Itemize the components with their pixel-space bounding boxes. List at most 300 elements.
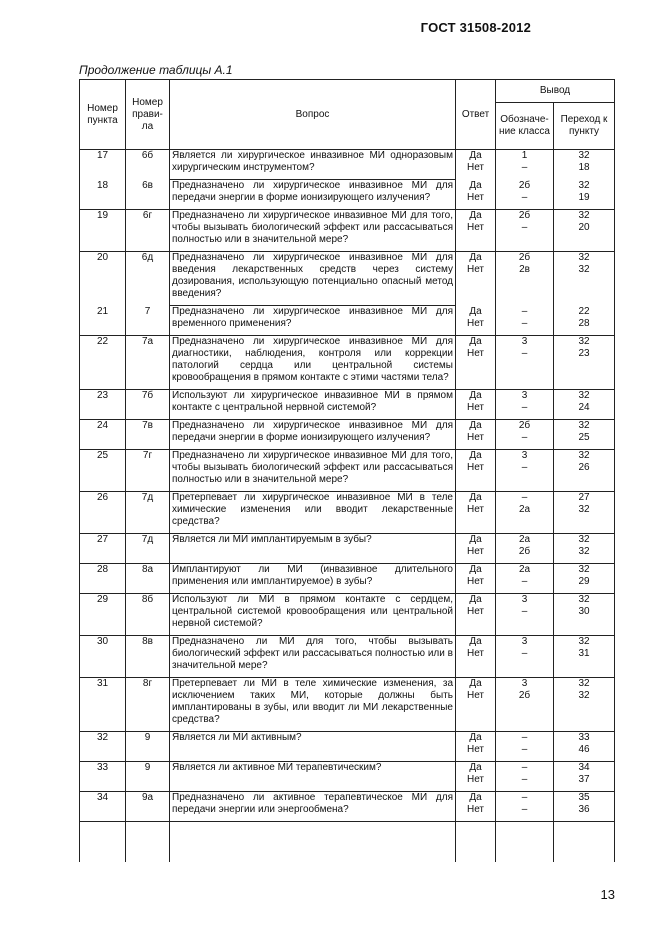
question-cell — [170, 150, 456, 180]
goto-cell — [554, 150, 615, 180]
table-row — [80, 252, 615, 306]
classification-table — [79, 79, 615, 862]
rule-number-cell — [126, 150, 170, 180]
class-value: 2б — [518, 690, 531, 701]
answer-cell — [456, 636, 496, 678]
item-number-value: 27 — [96, 534, 109, 545]
goto-cell — [554, 306, 615, 336]
answer-cell — [456, 492, 496, 534]
goto-cell — [554, 492, 615, 534]
goto-value: 33 — [578, 732, 590, 743]
table-row — [80, 150, 615, 180]
goto-value: 24 — [578, 402, 590, 413]
rule-number-cell — [126, 678, 170, 732]
table-row — [80, 762, 615, 792]
question-cell — [170, 336, 456, 390]
empty-cell — [170, 822, 456, 863]
answer-value: Нет — [466, 504, 485, 515]
goto-value: 25 — [578, 432, 590, 443]
question-cell — [170, 762, 456, 792]
question-value: Предназначено ли активное терапевтическое МИ для передачи энергии или энергообмена? — [172, 792, 453, 815]
empty-cell — [456, 822, 496, 863]
question-value: Предназначено ли хирургическое инвазивное МИ для временного применения? — [172, 306, 453, 329]
rule-number-cell — [126, 180, 170, 210]
goto-cell — [554, 450, 615, 492]
goto-cell — [554, 594, 615, 636]
goto-value: 32 — [578, 534, 590, 545]
question-cell — [170, 492, 456, 534]
answer-value: Нет — [466, 162, 485, 173]
table-row — [80, 336, 615, 390]
class-cell — [496, 252, 554, 306]
answer-value: Нет — [466, 264, 485, 275]
class-value: 3 — [521, 390, 528, 401]
goto-value: 20 — [578, 222, 590, 233]
item-number-cell — [80, 306, 126, 336]
question-value: Предназначено ли хирургическое инвазивное МИ для передачи энергии в форме ионизирующего излучения? — [172, 180, 453, 203]
answer-value: Да — [469, 732, 482, 743]
answer-value: Да — [469, 305, 482, 317]
answer-value: Нет — [466, 576, 485, 587]
class-value: – — [521, 774, 528, 785]
item-number-cell — [80, 450, 126, 492]
question-value: Предназначено ли хирургическое инвазивное МИ для передачи энергии в форме ионизирующего излучения? — [172, 420, 453, 443]
class-value: – — [521, 732, 528, 743]
goto-value: 32 — [578, 150, 590, 161]
answer-value: Да — [469, 534, 482, 545]
class-value: – — [521, 576, 528, 587]
class-value: 3 — [521, 636, 528, 647]
item-number-value: 22 — [96, 336, 109, 347]
question-cell — [170, 534, 456, 564]
item-number-value: 25 — [96, 450, 109, 461]
question-value: Предназначено ли хирургическое инвазивное МИ для введения лекарственных средств через систему дозирования, использующую потенциально опасный метод введения? — [172, 252, 453, 299]
class-value: 2а — [518, 564, 531, 575]
question-value: Является ли активное МИ терапевтическим? — [172, 762, 382, 773]
empty-cell — [80, 822, 126, 863]
answer-value: Да — [469, 252, 482, 263]
item-number-value: 17 — [96, 150, 109, 161]
question-cell — [170, 732, 456, 762]
goto-value: 28 — [578, 317, 590, 329]
question-value: Предназначено ли хирургическое инвазивное МИ для того, чтобы вызывать биологический эффект или рассасываться полностью или в значительной мере? — [172, 450, 453, 485]
answer-value: Нет — [466, 774, 485, 785]
goto-value: 32 — [578, 264, 590, 275]
class-value: 3 — [521, 594, 528, 605]
rule-number-cell — [126, 594, 170, 636]
answer-value: Да — [469, 678, 482, 689]
goto-cell — [554, 210, 615, 252]
goto-value: 30 — [578, 606, 590, 617]
goto-value: 26 — [578, 462, 590, 473]
answer-value: Да — [469, 564, 482, 575]
goto-value: 27 — [578, 492, 590, 503]
rule-number-cell — [126, 450, 170, 492]
goto-cell — [554, 732, 615, 762]
rule-number-value: 8б — [141, 594, 154, 605]
goto-cell — [554, 678, 615, 732]
class-value: – — [521, 305, 528, 317]
empty-cell — [554, 822, 615, 863]
question-cell — [170, 390, 456, 420]
item-number-cell — [80, 792, 126, 822]
class-value: – — [521, 462, 528, 473]
col-header-class: Обозначе-ние класса — [496, 103, 554, 150]
item-number-value: 26 — [96, 492, 109, 503]
question-value: Претерпевает ли МИ в теле химические изменения, за исключением таких МИ, которые должны быть имплантированы в зубы, или вводит ли МИ лекарственные средства? — [172, 678, 453, 725]
class-value: – — [521, 804, 528, 815]
class-cell — [496, 450, 554, 492]
class-cell — [496, 150, 554, 180]
goto-cell — [554, 390, 615, 420]
item-number-value: 32 — [96, 732, 109, 743]
item-number-value: 33 — [96, 762, 109, 773]
class-value: 3 — [521, 336, 528, 347]
item-number-value: 19 — [96, 210, 109, 221]
goto-value: 32 — [578, 564, 590, 575]
item-number-value: 30 — [96, 636, 109, 647]
item-number-value: 24 — [96, 420, 109, 431]
table-row — [80, 180, 615, 210]
rule-number-cell — [126, 534, 170, 564]
table-row — [80, 594, 615, 636]
rule-number-value: 7б — [141, 390, 154, 401]
question-value: Является ли хирургическое инвазивное МИ одноразовым хирургическим инструментом? — [172, 150, 453, 173]
question-value: Предназначено ли МИ для того, чтобы вызывать биологический эффект или рассасываться полностью или в значительной мере? — [172, 636, 453, 671]
answer-value: Нет — [466, 402, 485, 413]
answer-cell — [456, 762, 496, 792]
question-cell — [170, 420, 456, 450]
class-value: – — [521, 162, 528, 173]
answer-value: Да — [469, 390, 482, 401]
goto-value: 35 — [578, 792, 590, 803]
question-value: Является ли МИ имплантируемым в зубы? — [172, 534, 372, 545]
goto-value: 46 — [578, 744, 590, 755]
goto-value: 32 — [578, 636, 590, 647]
class-value: – — [521, 191, 528, 203]
answer-value: Да — [469, 492, 482, 503]
question-value: Предназначено ли хирургическое инвазивное МИ для диагностики, наблюдения, контроля или коррекции патологий сердца или центральной системы кровообращения в прямом контакте с этими частями тела? — [172, 336, 453, 383]
rule-number-cell — [126, 210, 170, 252]
class-cell — [496, 564, 554, 594]
class-value: 3 — [521, 678, 528, 689]
rule-number-cell — [126, 762, 170, 792]
table-row — [80, 210, 615, 252]
rule-number-cell — [126, 792, 170, 822]
question-value: Предназначено ли хирургическое инвазивное МИ для того, чтобы вызывать биологический эффект или рассасываться полностью или в значительной мере? — [172, 210, 453, 245]
class-cell — [496, 534, 554, 564]
goto-value: 34 — [578, 762, 590, 773]
rule-number-value: 8г — [142, 678, 153, 689]
page-number: 13 — [600, 887, 615, 902]
rule-number-value: 7д — [141, 534, 154, 545]
answer-value: Да — [469, 336, 482, 347]
question-value: Используют ли МИ в прямом контакте с сердцем, центральной системой кровообращения или центральной нервной системой? — [172, 594, 453, 629]
goto-cell — [554, 564, 615, 594]
rule-number-value: 7в — [142, 420, 153, 431]
goto-value: 32 — [578, 594, 590, 605]
class-cell — [496, 180, 554, 210]
answer-value: Нет — [466, 606, 485, 617]
table-row — [80, 564, 615, 594]
answer-value: Нет — [466, 690, 485, 701]
answer-cell — [456, 594, 496, 636]
item-number-cell — [80, 534, 126, 564]
rule-number-value: 9 — [144, 732, 151, 743]
goto-value: 18 — [578, 162, 590, 173]
answer-value: Нет — [466, 462, 485, 473]
answer-value: Нет — [466, 648, 485, 659]
goto-cell — [554, 252, 615, 306]
item-number-value: 29 — [96, 594, 109, 605]
rule-number-value: 8в — [142, 636, 153, 647]
rule-number-cell — [126, 420, 170, 450]
question-cell — [170, 180, 456, 210]
empty-cell — [126, 822, 170, 863]
class-value: – — [521, 432, 528, 443]
answer-cell — [456, 390, 496, 420]
question-cell — [170, 450, 456, 492]
item-number-cell — [80, 336, 126, 390]
goto-cell — [554, 636, 615, 678]
answer-cell — [456, 420, 496, 450]
col-header-rule-no: Номер прави-ла — [126, 80, 170, 150]
goto-value: 32 — [578, 336, 590, 347]
rule-number-value: 7а — [141, 336, 154, 347]
item-number-cell — [80, 252, 126, 306]
col-header-item-no: Номер пункта — [80, 80, 126, 150]
item-number-cell — [80, 150, 126, 180]
goto-value: 32 — [578, 252, 590, 263]
class-value: 2б — [518, 210, 531, 221]
item-number-cell — [80, 732, 126, 762]
question-value: Является ли МИ активным? — [172, 732, 302, 743]
goto-value: 22 — [578, 305, 590, 317]
goto-value: 36 — [578, 804, 590, 815]
rule-number-cell — [126, 390, 170, 420]
rule-number-value: 9 — [144, 762, 151, 773]
class-value: – — [521, 762, 528, 773]
class-cell — [496, 390, 554, 420]
class-cell — [496, 678, 554, 732]
class-cell — [496, 636, 554, 678]
goto-value: 32 — [578, 390, 590, 401]
answer-value: Нет — [466, 348, 485, 359]
answer-value: Нет — [466, 191, 485, 203]
goto-value: 32 — [578, 678, 590, 689]
goto-cell — [554, 180, 615, 210]
rule-number-value: 7 — [144, 305, 151, 317]
table-row — [80, 792, 615, 822]
class-value: – — [521, 648, 528, 659]
answer-value: Да — [469, 762, 482, 773]
answer-cell — [456, 792, 496, 822]
question-cell — [170, 306, 456, 336]
empty-cell — [496, 822, 554, 863]
question-value: Претерпевает ли хирургическое инвазивное МИ в теле химические изменения или вводит лекарственные средства? — [172, 492, 453, 527]
goto-value: 29 — [578, 576, 590, 587]
col-header-output: Вывод — [496, 80, 615, 103]
item-number-cell — [80, 180, 126, 210]
rule-number-value: 6д — [141, 252, 154, 263]
class-cell — [496, 594, 554, 636]
item-number-cell — [80, 210, 126, 252]
item-number-value: 21 — [96, 305, 109, 317]
answer-value: Нет — [466, 317, 485, 329]
answer-value: Да — [469, 210, 482, 221]
item-number-cell — [80, 564, 126, 594]
answer-value: Да — [469, 150, 482, 161]
answer-cell — [456, 210, 496, 252]
item-number-value: 18 — [96, 179, 109, 191]
answer-value: Да — [469, 179, 482, 191]
table-body — [80, 150, 615, 863]
item-number-cell — [80, 492, 126, 534]
rule-number-cell — [126, 336, 170, 390]
col-header-question: Вопрос — [170, 80, 456, 150]
answer-cell — [456, 252, 496, 306]
col-header-answer: Ответ — [456, 80, 496, 150]
rule-number-cell — [126, 636, 170, 678]
answer-cell — [456, 336, 496, 390]
rule-number-cell — [126, 564, 170, 594]
rule-number-value: 6б — [141, 150, 154, 161]
class-cell — [496, 792, 554, 822]
answer-cell — [456, 450, 496, 492]
table-row — [80, 636, 615, 678]
goto-value: 32 — [578, 179, 590, 191]
table-caption: Продолжение таблицы А.1 — [79, 63, 233, 77]
class-value: 2в — [519, 264, 530, 275]
rule-number-value: 6г — [142, 210, 153, 221]
answer-value: Нет — [466, 744, 485, 755]
class-cell — [496, 762, 554, 792]
answer-value: Да — [469, 450, 482, 461]
table-row — [80, 732, 615, 762]
class-cell — [496, 420, 554, 450]
item-number-cell — [80, 762, 126, 792]
item-number-value: 34 — [96, 792, 109, 803]
class-value: – — [521, 492, 528, 503]
class-value: 2б — [518, 546, 531, 557]
goto-value: 32 — [578, 546, 590, 557]
answer-value: Нет — [466, 804, 485, 815]
table-row — [80, 306, 615, 336]
goto-cell — [554, 336, 615, 390]
item-number-cell — [80, 636, 126, 678]
answer-cell — [456, 678, 496, 732]
question-value: Используют ли хирургическое инвазивное МИ в прямом контакте с центральной нервной системой? — [172, 390, 453, 413]
class-cell — [496, 732, 554, 762]
item-number-value: 20 — [96, 252, 109, 263]
item-number-value: 23 — [96, 390, 109, 401]
answer-cell — [456, 732, 496, 762]
class-value: – — [521, 792, 528, 803]
answer-cell — [456, 564, 496, 594]
table-row — [80, 492, 615, 534]
class-cell — [496, 306, 554, 336]
class-cell — [496, 492, 554, 534]
goto-value: 31 — [578, 648, 590, 659]
question-cell — [170, 636, 456, 678]
class-value: – — [521, 744, 528, 755]
item-number-value: 31 — [96, 678, 109, 689]
goto-cell — [554, 792, 615, 822]
answer-cell — [456, 306, 496, 336]
table-row — [80, 390, 615, 420]
rule-number-value: 7г — [142, 450, 153, 461]
col-header-goto: Переход к пункту — [554, 103, 615, 150]
class-value: – — [521, 348, 528, 359]
question-value: Имплантируют ли МИ (инвазивное длительного применения или имплантируемое) в зубы? — [172, 564, 453, 587]
class-cell — [496, 336, 554, 390]
answer-value: Да — [469, 792, 482, 803]
answer-value: Нет — [466, 222, 485, 233]
question-cell — [170, 594, 456, 636]
answer-value: Да — [469, 594, 482, 605]
goto-value: 32 — [578, 420, 590, 431]
item-number-cell — [80, 420, 126, 450]
goto-value: 32 — [578, 504, 590, 515]
rule-number-value: 9а — [141, 792, 154, 803]
answer-value: Нет — [466, 432, 485, 443]
goto-value: 32 — [578, 210, 590, 221]
class-value: 3 — [521, 450, 528, 461]
question-cell — [170, 252, 456, 306]
answer-value: Да — [469, 636, 482, 647]
answer-cell — [456, 180, 496, 210]
answer-value: Нет — [466, 546, 485, 557]
class-value: – — [521, 606, 528, 617]
question-cell — [170, 564, 456, 594]
class-value: 2б — [518, 420, 531, 431]
question-cell — [170, 678, 456, 732]
answer-value: Да — [469, 420, 482, 431]
question-cell — [170, 210, 456, 252]
table-row — [80, 534, 615, 564]
class-value: 2б — [518, 252, 531, 263]
class-value: 2а — [518, 504, 531, 515]
item-number-value: 28 — [96, 564, 109, 575]
class-value: – — [521, 402, 528, 413]
class-value: – — [521, 317, 528, 329]
goto-value: 32 — [578, 450, 590, 461]
class-cell — [496, 210, 554, 252]
goto-cell — [554, 420, 615, 450]
rule-number-value: 8а — [141, 564, 154, 575]
class-value: 2а — [518, 534, 531, 545]
class-value: 2б — [518, 179, 531, 191]
class-value: – — [521, 222, 528, 233]
goto-cell — [554, 762, 615, 792]
question-cell — [170, 792, 456, 822]
document-header: ГОСТ 31508-2012 — [420, 20, 531, 35]
table-row — [80, 420, 615, 450]
answer-cell — [456, 534, 496, 564]
rule-number-value: 7д — [141, 492, 154, 503]
item-number-cell — [80, 594, 126, 636]
goto-value: 37 — [578, 774, 590, 785]
goto-value: 32 — [578, 690, 590, 701]
item-number-cell — [80, 678, 126, 732]
rule-number-cell — [126, 732, 170, 762]
table-continuation — [80, 822, 615, 863]
class-value: 1 — [521, 150, 528, 161]
rule-number-cell — [126, 492, 170, 534]
table-row — [80, 678, 615, 732]
table-row — [80, 450, 615, 492]
goto-value: 19 — [578, 191, 590, 203]
